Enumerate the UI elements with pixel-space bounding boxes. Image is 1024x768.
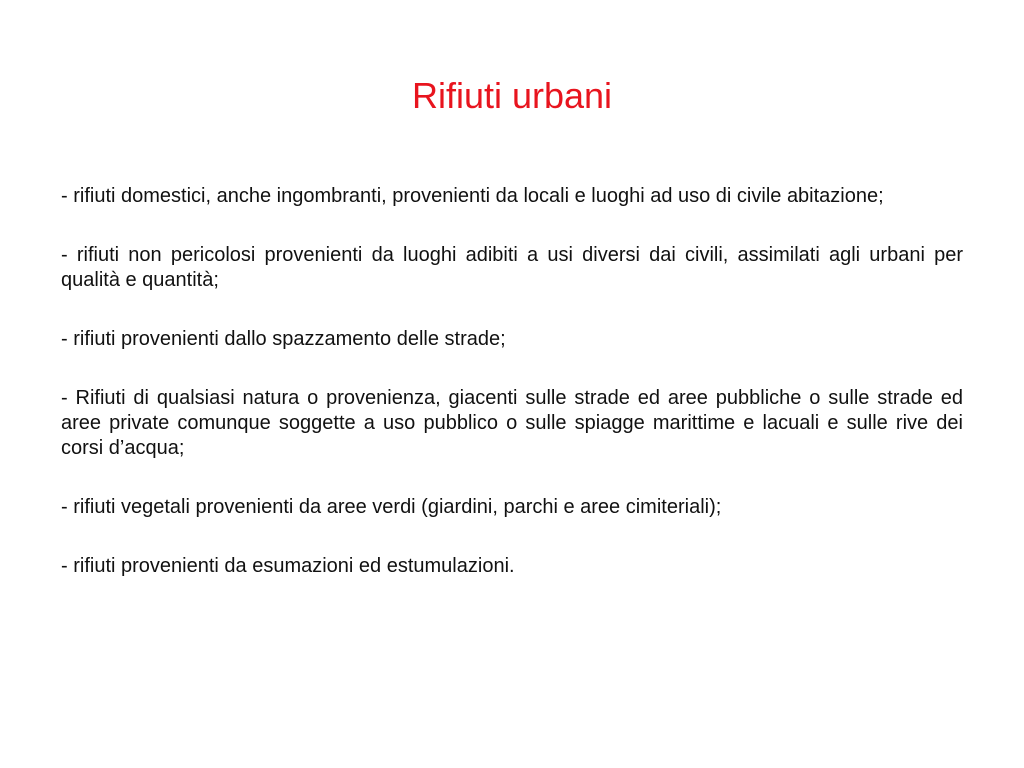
paragraph-non-hazardous-waste: - rifiuti non pericolosi provenienti da luoghi adibiti a usi diversi dai civili, assimilati agli urbani per qualità e quantità; — [61, 244, 963, 291]
slide-body — [61, 184, 963, 579]
paragraph-street-sweeping: - rifiuti provenienti dallo spazzamento delle strade; — [61, 328, 506, 350]
paragraph-exhumation-waste: - rifiuti provenienti da esumazioni ed estumulazioni. — [61, 555, 515, 577]
slide-title: Rifiuti urbani — [411, 75, 613, 116]
paragraph-green-waste: - rifiuti vegetali provenienti da aree verdi (giardini, parchi e aree cimiteriali); — [61, 496, 722, 518]
paragraph-abandoned-waste: - Rifiuti di qualsiasi natura o provenienza, giacenti sulle strade ed aree pubbliche o sulle strade ed aree private comunque soggette a uso pubblico o sulle spiagge marittime e lacuali e sulle rive dei corsi d’acqua; — [61, 387, 963, 459]
paragraph-domestic-waste: - rifiuti domestici, anche ingombranti, provenienti da locali e luoghi ad uso di civile abitazione; — [61, 185, 884, 207]
